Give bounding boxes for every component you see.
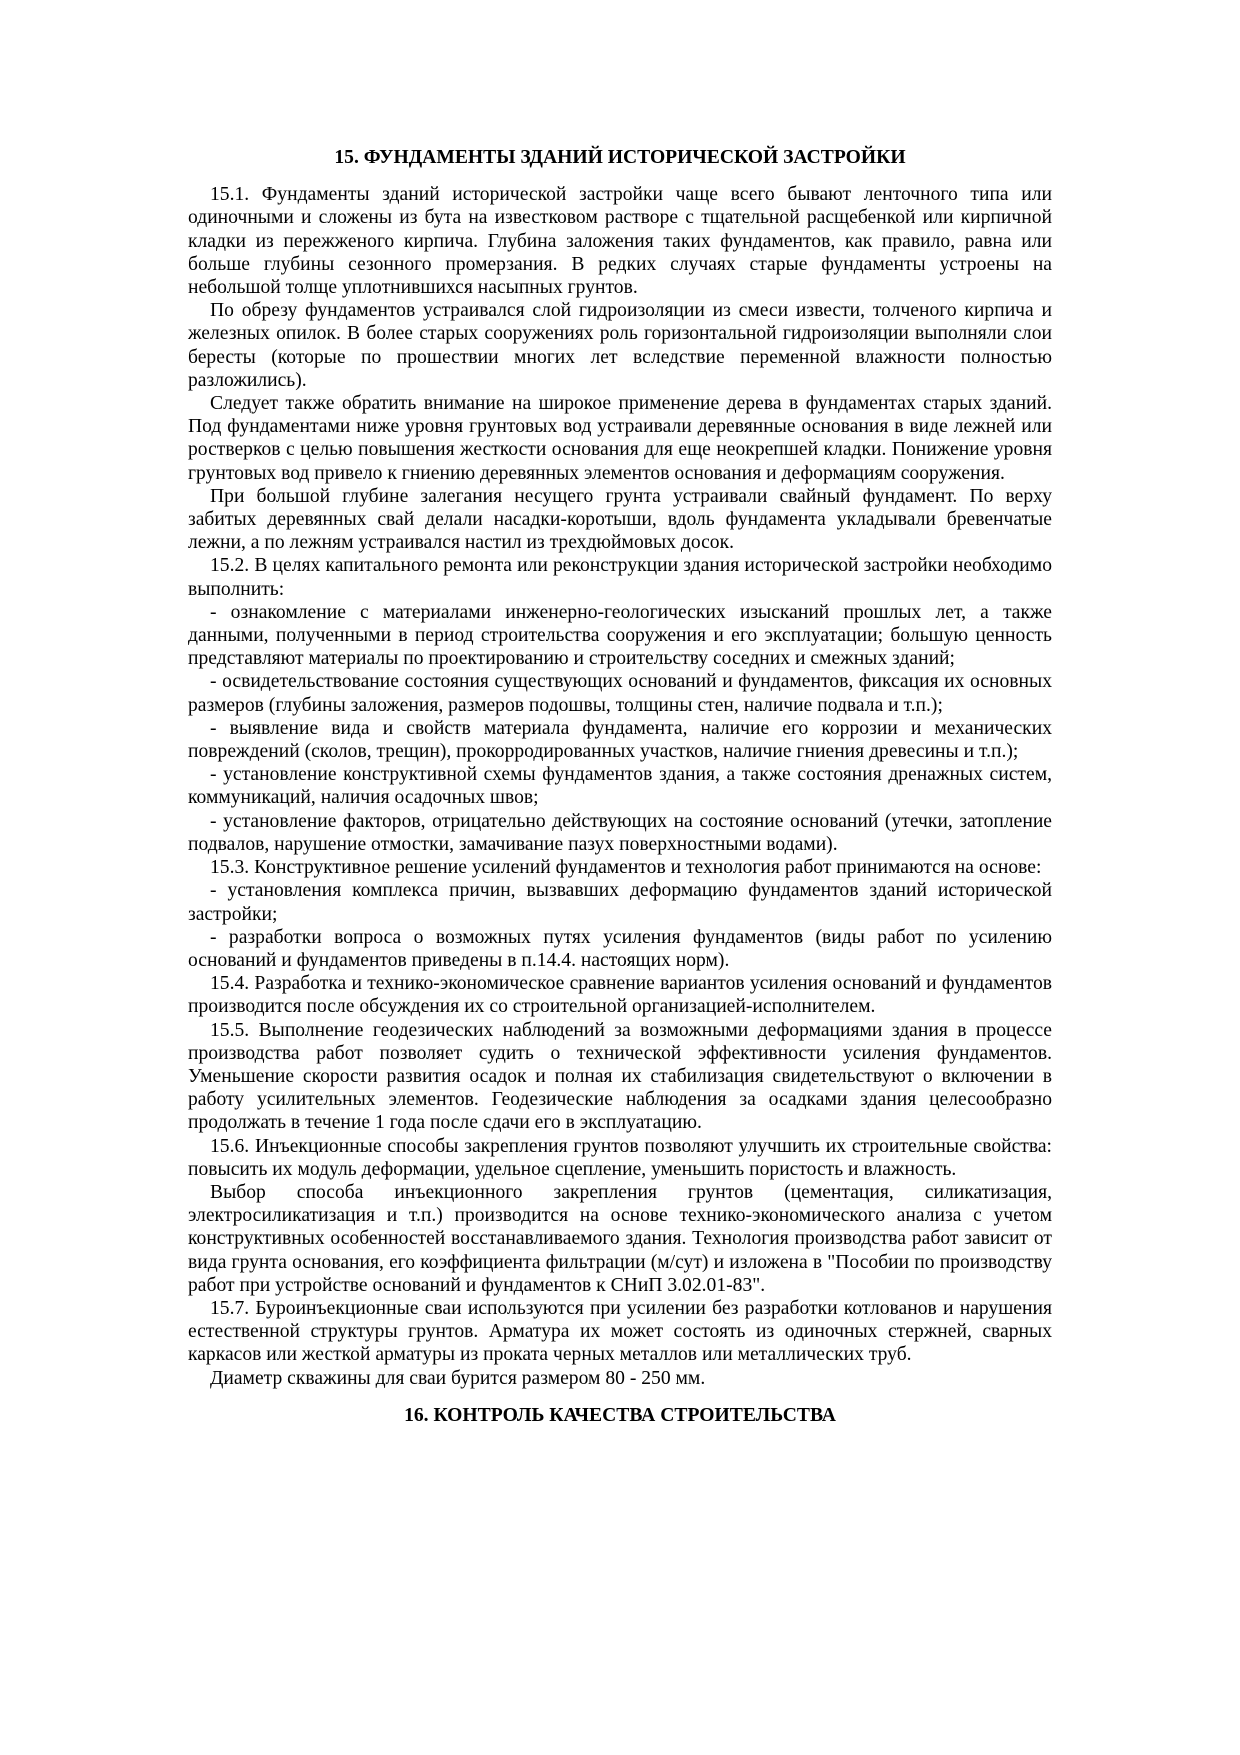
- paragraph-15-2: 15.2. В целях капитального ремонта или реконструкции здания исторической застройки необходимо выполнить:: [188, 555, 1052, 600]
- list-item-inspection: - освидетельствование состояния существующих оснований и фундаментов, фиксация их основных размеров (глубины заложения, размеров подошвы, толщины стен, наличие подвала и т.п.);: [188, 671, 1052, 716]
- paragraph-15-3: 15.3. Конструктивное решение усилений фундаментов и технология работ принимаются на основе:: [210, 857, 1042, 879]
- paragraph-15-1: 15.1. Фундаменты зданий исторической застройки чаще всего бывают ленточного типа или одиночными и сложены из бута на известковом растворе с тщательной расщебенкой или кирпичной кладки из пережженого кирпича. Глубина заложения таких фундаментов, как правило, равна или больше глубины сезонного промерзания. В редких случаях старые фундаменты устроены на небольшой толще уплотнившихся насыпных грунтов.: [188, 184, 1052, 299]
- paragraph-pile-foundation: При большой глубине залегания несущего грунта устраивали свайный фундамент. По верху забитых деревянных свай делали насадки-коротыши, вдоль фундамента укладывали бревенчатые лежни, а по лежням устраивался настил из трехдюймовых досок.: [188, 485, 1052, 554]
- section-16-heading: 16. КОНТРОЛЬ КАЧЕСТВА СТРОИТЕЛЬСТВА: [404, 1404, 836, 1426]
- list-item-negative-factors: - установление факторов, отрицательно действующих на состояние оснований (утечки, затопление подвалов, нарушение отмостки, замачивание пазух поверхностными водами).: [188, 810, 1052, 855]
- paragraph-15-4: 15.4. Разработка и технико-экономическое сравнение вариантов усиления оснований и фундаментов производится после обсуждения их со строительной организацией-исполнителем.: [188, 973, 1052, 1018]
- list-item-material-properties: - выявление вида и свойств материала фундамента, наличие его коррозии и механических повреждений (сколов, трещин), прокорродированных участков, наличие гниения древесины и т.п.);: [188, 717, 1052, 763]
- paragraph-wood-foundations: Следует также обратить внимание на широкое применение дерева в фундаментах старых зданий. Под фундаментами ниже уровня грунтовых вод устраивали деревянные основания в виде лежней или ростверков с целью повышения жесткости основания для еще неокрепшей кладки. Понижение уровня грунтовых вод привело к гниению деревянных элементов основания и деформациям сооружения.: [188, 393, 1052, 484]
- list-item-structural-scheme: - установление конструктивной схемы фундаментов здания, а также состояния дренажных систем, коммуникаций, наличия осадочных швов;: [188, 764, 1052, 809]
- list-item-deformation-causes: - установления комплекса причин, вызвавших деформацию фундаментов зданий исторической застройки;: [188, 880, 1052, 925]
- paragraph-injection-method: Выбор способа инъекционного закрепления грунтов (цементация, силикатизация, электросиликатизация и т.п.) производится на основе технико-экономического анализа с учетом конструктивных особенностей восстанавливаемого здания. Технология производства работ зависит от вида грунта основания, его коэффициента фильтрации (м/сут) и изложена в "Пособии по производству работ при устройстве оснований и фундаментов к СНиП 3.02.01-83".: [188, 1181, 1052, 1296]
- list-item-survey-materials: - ознакомление с материалами инженерно-геологических изысканий прошлых лет, а также данными, полученными в период строительства сооружения и его эксплуатации; большую ценность представляют материалы по проектированию и строительству соседних и смежных зданий;: [188, 601, 1052, 670]
- paragraph-15-6: 15.6. Инъекционные способы закрепления грунтов позволяют улучшить их строительные свойства: повысить их модуль деформации, удельное сцепление, уменьшить пористость и влажность.: [188, 1135, 1052, 1180]
- paragraph-pile-diameter: Диаметр скважины для сваи бурится размером 80 - 250 мм.: [210, 1367, 706, 1389]
- document-page: [188, 146, 1052, 1427]
- paragraph-15-5: 15.5. Выполнение геодезических наблюдений за возможными деформациями здания в процессе производства работ позволяет судить о технической эффективности усиления фундаментов. Уменьшение скорости развития осадок и полная их стабилизация свидетельствуют о включении в работу усилительных элементов. Геодезические наблюдения за осадками здания целесообразно продолжать в течение 1 года после сдачи его в эксплуатацию.: [188, 1019, 1052, 1134]
- list-item-reinforcement-ways: - разработки вопроса о возможных путях усиления фундаментов (виды работ по усилению оснований и фундаментов приведены в п.14.4. настоящих норм).: [188, 926, 1052, 971]
- paragraph-15-7: 15.7. Буроинъекционные сваи используются при усилении без разработки котлованов и нарушения естественной структуры грунтов. Арматура их может состоять из одиночных стержней, сварных каркасов или жесткой арматуры из проката черных металлов или металлических труб.: [188, 1297, 1052, 1366]
- paragraph-waterproofing: По обрезу фундаментов устраивался слой гидроизоляции из смеси извести, толченого кирпича и железных опилок. В более старых сооружениях роль горизонтальной гидроизоляции выполняли слои бересты (которые по прошествии многих лет вследствие переменной влажности полностью разложились).: [188, 300, 1052, 391]
- section-15-heading: 15. ФУНДАМЕНТЫ ЗДАНИЙ ИСТОРИЧЕСКОЙ ЗАСТРОЙКИ: [334, 147, 906, 168]
